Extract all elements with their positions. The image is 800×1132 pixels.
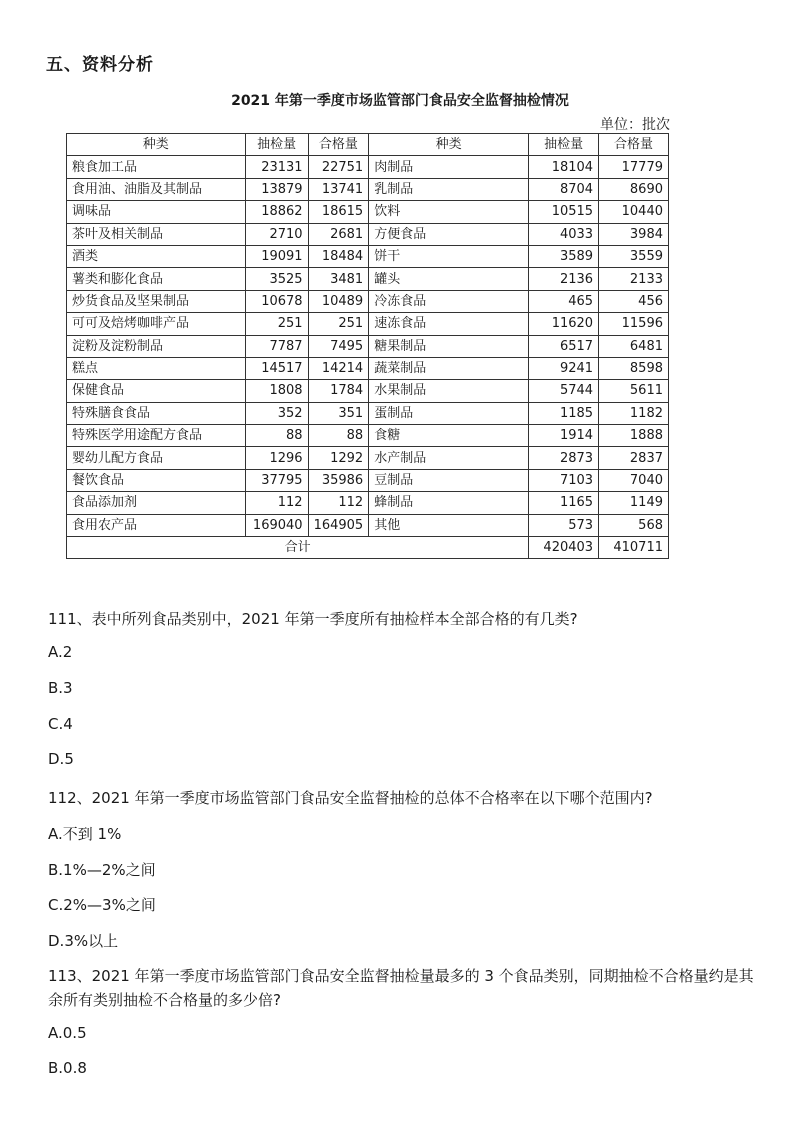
cell-inspected-right: 1914 [529,425,599,447]
cell-inspected-left: 352 [245,402,308,424]
question-113-option-b: B.0.8 [48,1059,87,1077]
table-row [67,290,669,312]
cell-inspected-left: 37795 [245,469,308,491]
cell-qualified-left: 251 [308,313,369,335]
cell-qualified-right: 1149 [599,492,669,514]
cell-category-left: 婴幼儿配方食品 [67,447,246,469]
cell-category-left: 特殊医学用途配方食品 [67,425,246,447]
question-111-option-d: D.5 [48,750,74,768]
table-row [67,469,669,491]
cell-category-right: 水果制品 [369,380,529,402]
cell-category-right: 饼干 [369,245,529,267]
cell-inspected-right: 573 [529,514,599,536]
table-row [67,313,669,335]
inspection-table [66,133,669,559]
cell-qualified-right: 10440 [599,201,669,223]
table-total-row [67,537,669,559]
cell-category-right: 蛋制品 [369,402,529,424]
cell-qualified-right: 3559 [599,245,669,267]
cell-inspected-right: 5744 [529,380,599,402]
total-qualified: 410711 [599,537,669,559]
cell-inspected-left: 18862 [245,201,308,223]
cell-inspected-right: 1165 [529,492,599,514]
cell-category-right: 冷冻食品 [369,290,529,312]
header-category-right: 种类 [369,134,529,156]
table-row [67,357,669,379]
cell-qualified-right: 3984 [599,223,669,245]
cell-qualified-left: 10489 [308,290,369,312]
cell-qualified-left: 18615 [308,201,369,223]
table-row [67,380,669,402]
question-112-option-a: A.不到 1% [48,825,122,843]
cell-category-right: 水产制品 [369,447,529,469]
question-111-option-b: B.3 [48,679,73,697]
cell-inspected-right: 10515 [529,201,599,223]
table-row [67,514,669,536]
cell-category-right: 肉制品 [369,156,529,178]
table-row [67,425,669,447]
cell-qualified-left: 351 [308,402,369,424]
cell-inspected-right: 2136 [529,268,599,290]
cell-qualified-left: 1784 [308,380,369,402]
cell-qualified-right: 568 [599,514,669,536]
cell-category-right: 罐头 [369,268,529,290]
cell-inspected-left: 19091 [245,245,308,267]
question-112-option-c: C.2%—3%之间 [48,896,156,914]
cell-qualified-left: 35986 [308,469,369,491]
question-111-stem: 111、表中所列食品类别中，2021 年第一季度所有抽检样本全部合格的有几类? [48,610,578,628]
question-112-stem: 112、2021 年第一季度市场监管部门食品安全监督抽检的总体不合格率在以下哪个范围内? [48,789,653,807]
cell-inspected-right: 6517 [529,335,599,357]
cell-qualified-left: 1292 [308,447,369,469]
cell-category-right: 食糖 [369,425,529,447]
question-112-option-b: B.1%—2%之间 [48,861,156,879]
header-inspected-left: 抽检量 [245,134,308,156]
cell-inspected-left: 251 [245,313,308,335]
cell-inspected-left: 14517 [245,357,308,379]
cell-category-left: 酒类 [67,245,246,267]
cell-category-right: 糖果制品 [369,335,529,357]
cell-inspected-right: 1185 [529,402,599,424]
cell-category-left: 食用油、油脂及其制品 [67,178,246,200]
cell-inspected-left: 88 [245,425,308,447]
cell-category-right: 蜂制品 [369,492,529,514]
cell-inspected-left: 2710 [245,223,308,245]
cell-qualified-left: 2681 [308,223,369,245]
table-row [67,447,669,469]
header-category-left: 种类 [67,134,246,156]
cell-qualified-left: 14214 [308,357,369,379]
header-qualified-left: 合格量 [308,134,369,156]
section-title: 五、资料分析 [46,55,154,75]
question-113-stem: 113、2021 年第一季度市场监管部门食品安全监督抽检量最多的 3 个食品类别，同期抽检不合格量约是其余所有类别抽检不合格量的多少倍? [48,967,754,1009]
cell-qualified-right: 7040 [599,469,669,491]
table-row [67,201,669,223]
cell-inspected-left: 23131 [245,156,308,178]
cell-qualified-left: 7495 [308,335,369,357]
header-inspected-right: 抽检量 [529,134,599,156]
unit-label: 单位：批次 [600,117,670,133]
cell-inspected-right: 4033 [529,223,599,245]
cell-category-right: 方便食品 [369,223,529,245]
cell-inspected-left: 1808 [245,380,308,402]
cell-category-right: 其他 [369,514,529,536]
header-qualified-right: 合格量 [599,134,669,156]
cell-qualified-right: 6481 [599,335,669,357]
cell-inspected-left: 10678 [245,290,308,312]
cell-category-right: 豆制品 [369,469,529,491]
cell-category-left: 调味品 [67,201,246,223]
cell-category-right: 乳制品 [369,178,529,200]
cell-qualified-right: 456 [599,290,669,312]
cell-inspected-right: 2873 [529,447,599,469]
cell-qualified-right: 2133 [599,268,669,290]
cell-qualified-left: 3481 [308,268,369,290]
table-row [67,178,669,200]
cell-inspected-left: 13879 [245,178,308,200]
question-113-option-a: A.0.5 [48,1024,87,1042]
table-row [67,492,669,514]
total-inspected: 420403 [529,537,599,559]
table-header-row [67,134,669,156]
cell-inspected-right: 18104 [529,156,599,178]
cell-qualified-right: 1888 [599,425,669,447]
cell-qualified-right: 2837 [599,447,669,469]
cell-inspected-right: 7103 [529,469,599,491]
cell-category-right: 蔬菜制品 [369,357,529,379]
table-row [67,245,669,267]
cell-category-right: 速冻食品 [369,313,529,335]
cell-qualified-right: 8598 [599,357,669,379]
question-112-option-d: D.3%以上 [48,932,119,950]
cell-inspected-right: 465 [529,290,599,312]
question-111-option-a: A.2 [48,643,73,661]
cell-inspected-left: 1296 [245,447,308,469]
cell-qualified-left: 164905 [308,514,369,536]
table-row [67,268,669,290]
cell-category-left: 特殊膳食食品 [67,402,246,424]
cell-inspected-left: 169040 [245,514,308,536]
cell-inspected-right: 3589 [529,245,599,267]
table-title: 2021 年第一季度市场监管部门食品安全监督抽检情况 [231,93,569,109]
cell-qualified-left: 88 [308,425,369,447]
cell-qualified-left: 22751 [308,156,369,178]
cell-inspected-right: 8704 [529,178,599,200]
table-row [67,402,669,424]
cell-inspected-left: 7787 [245,335,308,357]
cell-qualified-right: 1182 [599,402,669,424]
cell-qualified-left: 13741 [308,178,369,200]
cell-qualified-right: 8690 [599,178,669,200]
cell-inspected-left: 3525 [245,268,308,290]
table-row [67,335,669,357]
cell-category-left: 糕点 [67,357,246,379]
cell-qualified-right: 11596 [599,313,669,335]
cell-category-left: 粮食加工品 [67,156,246,178]
cell-qualified-right: 5611 [599,380,669,402]
cell-inspected-right: 11620 [529,313,599,335]
table-row [67,156,669,178]
cell-category-left: 薯类和膨化食品 [67,268,246,290]
cell-category-left: 食用农产品 [67,514,246,536]
cell-qualified-left: 18484 [308,245,369,267]
table-row [67,223,669,245]
cell-qualified-right: 17779 [599,156,669,178]
cell-category-left: 餐饮食品 [67,469,246,491]
cell-inspected-left: 112 [245,492,308,514]
cell-category-left: 保健食品 [67,380,246,402]
cell-category-left: 淀粉及淀粉制品 [67,335,246,357]
cell-category-left: 食品添加剂 [67,492,246,514]
cell-category-left: 可可及焙烤咖啡产品 [67,313,246,335]
total-label: 合计 [67,537,529,559]
cell-qualified-left: 112 [308,492,369,514]
cell-category-right: 饮料 [369,201,529,223]
cell-inspected-right: 9241 [529,357,599,379]
question-111-option-c: C.4 [48,715,73,733]
cell-category-left: 茶叶及相关制品 [67,223,246,245]
cell-category-left: 炒货食品及坚果制品 [67,290,246,312]
